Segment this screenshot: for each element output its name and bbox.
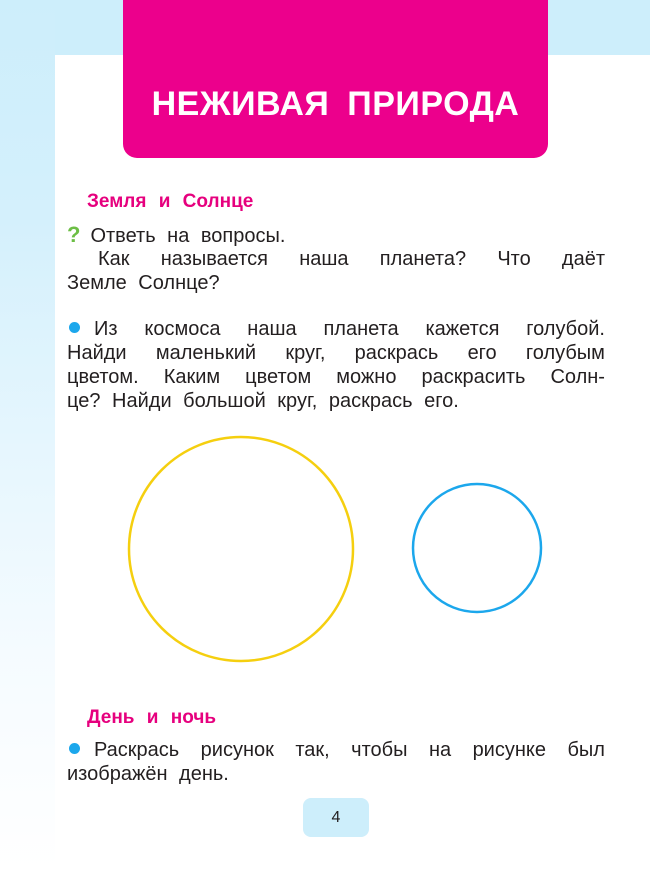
word: был: [567, 739, 605, 761]
bullet-dot-icon: [69, 322, 80, 333]
word: Как: [98, 248, 130, 270]
word: планета?: [379, 248, 467, 270]
question-line-2: [67, 247, 605, 271]
word: Солн-: [550, 366, 605, 388]
word: наша: [247, 318, 297, 340]
word: на: [428, 739, 452, 761]
task-line-1: [67, 317, 605, 341]
word: его: [467, 342, 497, 364]
bullet-dot-icon: [69, 743, 80, 754]
left-color-strip: [0, 0, 55, 869]
word: кажется: [425, 318, 500, 340]
word: Из: [94, 318, 118, 340]
word: Что: [497, 248, 531, 270]
word: рисунке: [472, 739, 546, 761]
task-block-color-circles: [67, 317, 605, 413]
chapter-title: НЕЖИВАЯ ПРИРОДА: [151, 85, 520, 123]
chapter-title-banner: [123, 0, 548, 158]
task-line-4: це? Найди большой круг, раскрась его.: [67, 390, 459, 412]
task2-line-1: [67, 738, 605, 762]
word: раскрась: [354, 342, 439, 364]
word: маленький: [155, 342, 257, 364]
question-line-3: Земле Солнце?: [67, 272, 220, 294]
word: Найди: [67, 342, 127, 364]
question-mark-icon: ?: [67, 222, 81, 247]
word: называется: [160, 248, 268, 270]
word: Раскрась: [94, 739, 180, 761]
task-line-2: [67, 341, 605, 365]
word: Каким: [163, 366, 221, 388]
word: круг,: [285, 342, 326, 364]
question-block: [67, 223, 605, 295]
word: можно: [336, 366, 397, 388]
sun-circle[interactable]: [129, 437, 353, 661]
word: голубым: [525, 342, 605, 364]
word: рисунок: [200, 739, 274, 761]
word: цветом: [245, 366, 312, 388]
word: чтобы: [351, 739, 408, 761]
section-heading-earth-and-sun: Земля и Солнце: [87, 191, 254, 212]
word-with-bullet: [67, 317, 118, 341]
question-text: Ответь на вопросы.: [90, 225, 286, 247]
earth-circle[interactable]: [413, 484, 541, 612]
task-line-3: [67, 365, 605, 389]
word: голубой.: [526, 318, 605, 340]
word: раскрасить: [421, 366, 526, 388]
word: планета: [323, 318, 399, 340]
word: цветом.: [67, 366, 139, 388]
section-heading-day-and-night: День и ночь: [87, 707, 217, 728]
word: так,: [295, 739, 330, 761]
task-block-color-day: [67, 738, 605, 786]
word-with-bullet: [67, 738, 179, 762]
word: космоса: [144, 318, 221, 340]
word: даёт: [561, 248, 605, 270]
word: наша: [299, 248, 349, 270]
task2-line-2: изображён день.: [67, 763, 229, 785]
page-number-badge: 4: [303, 798, 369, 837]
question-line-1: [67, 223, 605, 247]
